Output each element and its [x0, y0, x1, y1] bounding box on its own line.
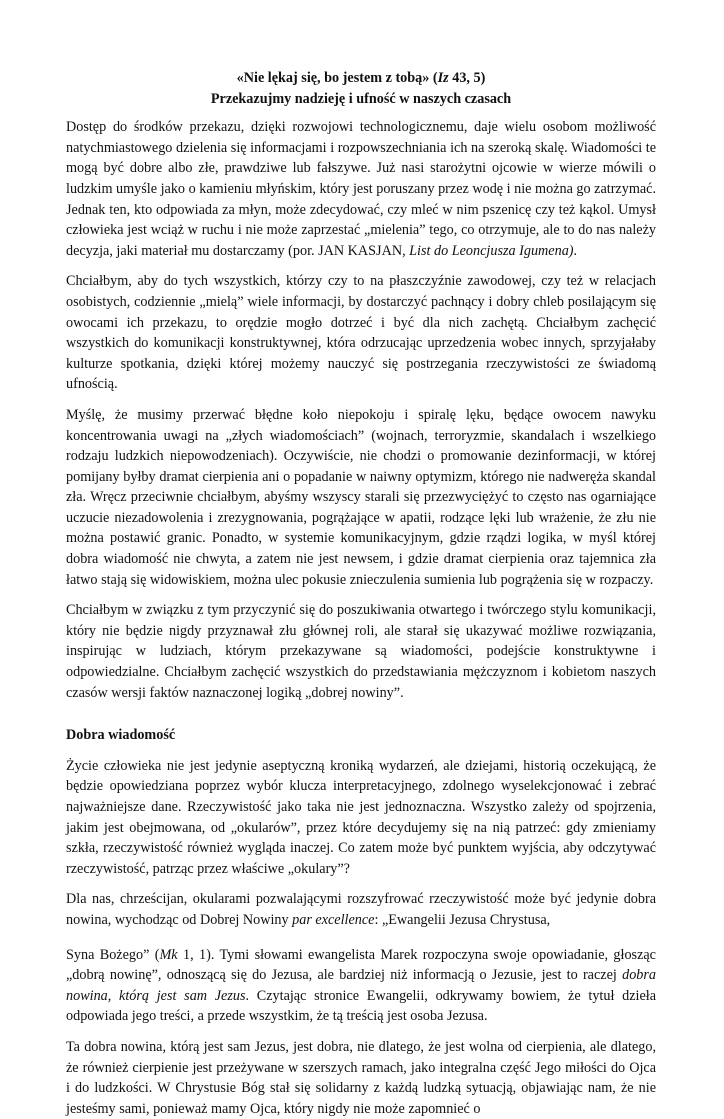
paragraph: Chciałbym, aby do tych wszystkich, którzy czy to na płaszczyźnie zawodowej, czy też w relacjach osobistych, codziennie „mielą” wiele informacji, by dostarczyć pachnący i dobry chleb posilającym się owocami ich przekazu, to orędzie mogło dotrzeć i być dla nich zachętą. Chciałbym zachęcić wszystkich do komunikacji konstruktywnej, która odrzucając uprzedzenia wobec innych, sprzyjałaby kulturze spotkania, dzięki której możemy nauczyć się postrzegania rzeczywistości ze świadomą ufnością. — [66, 273, 656, 393]
paragraph: Ta dobra nowina, którą jest sam Jezus, jest dobra, nie dlatego, że jest wolna od cierpienia, ale dlatego, że również cierpienie jest przeżywane w szerszych ramach, jako integralna część Jego miłości do Ojca i do ludzkości. W Chrystusie Bóg stał się solidarny z każdą ludzką sytuacją, objawiając nam, że nie jesteśmy sami, ponieważ mamy Ojca, który nigdy nie może zapomnieć o — [66, 1038, 656, 1117]
citation: List do Leoncjusza Igumena) — [409, 242, 574, 259]
paragraph: Syna Bożego” (Mk 1, 1). Tymi słowami ewangelista Marek rozpoczyna swoje opowiadanie, głosząc „dobrą nowinę”, odnoszącą się do Jezusa, ale bardziej niż informacją o Jezusie, jest to raczej dobra nowina, którą jest sam Jezus. Czytając stronice Ewangelii, odkrywamy bowiem, że tytuł dzieła odpowiada jego treści, a przede wszystkim, że tą treścią jest osoba Jezusa. — [66, 946, 656, 1025]
paragraph: Dostęp do środków przekazu, dzięki rozwojowi technologicznemu, daje wielu osobom możliwość natychmiastowego dzielenia się informacjami i rozpowszechniania ich na szeroką skalę. Wiadomości te mogą być dobre albo złe, prawdziwe lub fałszywe. Już nasi starożytni ojcowie w wierze mówili o ludzkim umyśle jako o kamieniu młyńskim, który jest poruszany przez wodę i nie można go zatrzymać. Jednak ten, kto odpowiada za młyn, może zdecydować, czy mleć w nim pszenicę czy też kąkol. Umysł człowieka jest wciąż w ruchu i nie może zaprzestać „mielenia” tego, co otrzymuje, ale to do nas należy decyzja, jaki materiał mu dostarczamy (por. JAN KASJAN, List do Leoncjusza Igumena). — [66, 119, 656, 259]
title-reference: Iz — [437, 70, 449, 86]
paragraph: Chciałbym w związku z tym przyczynić się do poszukiwania otwartego i twórczego stylu komunikacji, który nie będzie nigdy przyznawał złu głównej roli, ale starał się ukazywać możliwe rozwiązania, inspirując w ludziach, którym przekazywane są wiadomości, podejście konstruktywne i odpowiedzialne. Chciałbym zachęcić wszystkich do przedstawiania mężczyznom i kobietom naszych czasów wersji faktów naznaczonej logiką „dobrej nowiny”. — [66, 602, 656, 701]
citation: Mk — [159, 946, 178, 963]
section-heading: Dobra wiadomość — [66, 727, 176, 744]
paragraph: Dla nas, chrześcijan, okularami pozwalającymi rozszyfrować rzeczywistość może być jedynie dobra nowina, wychodząc od Dobrej Nowiny par excellence: „Ewangelii Jezusa Chrystusa, — [66, 891, 656, 928]
paragraph: Myślę, że musimy przerwać błędne koło niepokoju i spiralę lęku, będące owocem nawyku koncentrowania uwagi na „złych wiadomościach” (wojnach, terroryzmie, skandalach i wszelkiego rodzaju ludzkich niepowodzeniach). Oczywiście, nie chodzi o promowanie dezinformacji, w której pomijany byłby dramat cierpienia ani o popadanie w naiwny optymizm, którego nie nadweręża skandal zła. Wręcz przeciwnie chciałbym, abyśmy wszyscy starali się przezwyciężyć to często nas ogarniające uczucie niezadowolenia i zrezygnowania, pogrążające w apatii, rodzące lęki lub wrażenie, że złu nie można postawić granic. Ponadto, w systemie komunikacyjnym, gdzie rządzi logika, w myśl której dobra wiadomość nie chwyta, a zatem nie jest newsem, i gdzie dramat cierpienia oraz tajemnica zła łatwo stają się widowiskiem, można ulec pokusie znieczulenia sumienia lub pogrążenia się w rozpaczy. — [66, 406, 656, 588]
emphasis: par excellence — [292, 911, 375, 928]
document-subtitle: Przekazujmy nadzieję i ufność w naszych czasach — [210, 90, 512, 107]
emphasis: dobra nowina, którą jest sam Jezus — [66, 967, 656, 1004]
document-title: «Nie lękaj się, bo jestem z tobą» (Iz 43, 5) — [236, 70, 486, 86]
paragraph: Życie człowieka nie jest jedynie aseptyczną kroniką wydarzeń, ale dziejami, historią oczekującą, że będzie opowiedziana poprzez wybór klucza interpretacyjnego, zdolnego wyselekcjonować i zebrać najważniejsze dane. Rzeczywistość jako taka nie jest jednoznaczna. Wszystko zależy od spojrzenia, jakim jest obejmowana, od „okularów”, przez które decydujemy się na nią patrzeć: gdy zmieniamy szkła, rzeczywistość również wygląda inaczej. Co zatem może być punktem wyjścia, aby odczytywać rzeczywistość, patrząc przez właściwe „okulary”? — [66, 757, 656, 877]
